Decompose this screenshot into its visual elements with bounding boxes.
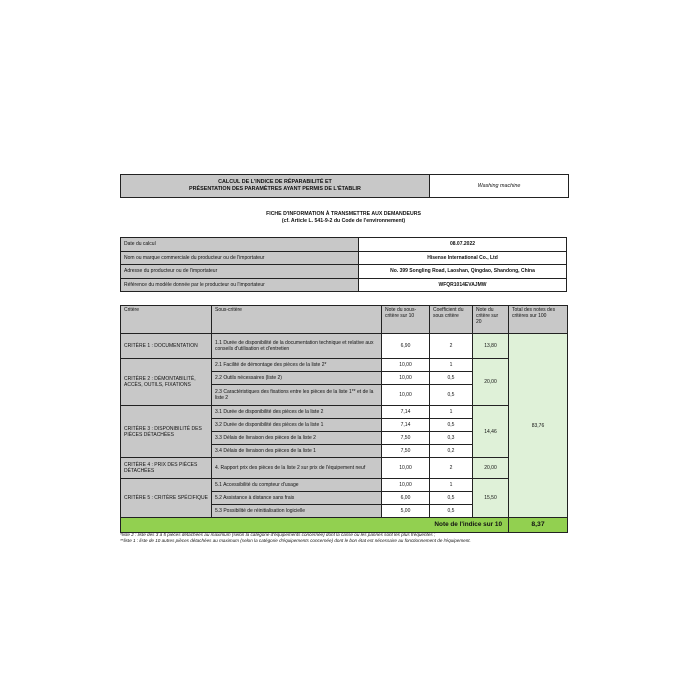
criterion-score: 20,00: [473, 359, 509, 406]
total-score: 83,76: [509, 334, 568, 518]
subcriterion-coef: 1: [430, 479, 473, 492]
col-header-note-sub: Note du sous-critère sur 10: [382, 306, 430, 334]
table-header-row: [121, 306, 568, 334]
subcriterion-note: 10,00: [382, 479, 430, 492]
subcriterion-note: 7,50: [382, 445, 430, 458]
info-label: Nom ou marque commerciale du producteur ou de l'importateur: [121, 251, 359, 265]
subcriterion-coef: 0,5: [430, 372, 473, 385]
subcriterion-coef: 1: [430, 359, 473, 372]
subcriterion-label: 2.2 Outils nécessaires (liste 2): [212, 372, 382, 385]
subtitle-line-1: FICHE D'INFORMATION À TRANSMETTRE AUX DEMANDEURS: [266, 211, 421, 217]
subcriterion-note: 10,00: [382, 458, 430, 479]
subcriterion-label: 3.2 Durée de disponibilité des pièces de la liste 1: [212, 419, 382, 432]
subcriterion-note: 10,00: [382, 372, 430, 385]
info-row: [121, 265, 567, 279]
col-header-total: Total des notes des critères sur 100: [509, 306, 568, 334]
info-table: [120, 237, 567, 292]
product-type: Washing machine: [477, 183, 521, 189]
criterion-score: 20,00: [473, 458, 509, 479]
criterion-score: 13,80: [473, 334, 509, 359]
info-row: [121, 278, 567, 292]
info-label: Adresse du producteur ou de l'importateur: [121, 265, 359, 279]
subcriterion-coef: 0,5: [430, 505, 473, 518]
footnotes: [120, 532, 580, 544]
subcriterion-label: 5.3 Possibilité de réinitialisation logicielle: [212, 505, 382, 518]
title-line-1: CALCUL DE L'INDICE DE RÉPARABILITÉ ET: [218, 179, 332, 185]
subcriterion-label: 3.4 Délais de livraison des pièces de la liste 1: [212, 445, 382, 458]
subcriterion-label: 2.1 Facilité de démontage des pièces de la liste 2*: [212, 359, 382, 372]
subcriterion-coef: 2: [430, 334, 473, 359]
criterion-name: CRITÈRE 3 : DISPONIBILITÉ DES PIÈCES DÉTACHÉES: [121, 406, 212, 458]
info-value: Hisense International Co., Ltd: [359, 251, 567, 265]
subcriterion-label: 3.1 Durée de disponibilité des pièces de la liste 2: [212, 406, 382, 419]
subcriterion-coef: 0,5: [430, 492, 473, 505]
subcriterion-note: 7,14: [382, 419, 430, 432]
footnote-list-2: *liste 2 : liste des 3 à 5 pièces détachées au maximum (selon la catégorie d'équipements concernée) dont la casse ou les pannes sont les plus fréquentes ;: [120, 532, 436, 537]
table-row: [121, 334, 568, 359]
final-score-value: 8,37: [509, 518, 568, 533]
table-row: [121, 406, 568, 419]
subcriterion-coef: 0,5: [430, 385, 473, 406]
document-subtitle: [120, 211, 567, 225]
subcriterion-coef: 0,5: [430, 419, 473, 432]
col-header-subcriterion: Sous-critère: [212, 306, 382, 334]
table-row: [121, 458, 568, 479]
title-line-2: PRÉSENTATION DES PARAMÈTRES AYANT PERMIS DE L'ÉTABLIR: [189, 186, 361, 192]
subcriterion-note: 10,00: [382, 359, 430, 372]
col-header-coefficient: Coefficient du sous critère: [430, 306, 473, 334]
col-header-note-crit: Note du critère sur 20: [473, 306, 509, 334]
subcriterion-label: 5.2 Assistance à distance sans frais: [212, 492, 382, 505]
criteria-table: [120, 305, 568, 533]
subtitle-line-2: (cf. Article L. 541-9-2 du Code de l'environnement): [281, 218, 406, 224]
document-header: [120, 174, 569, 198]
subcriterion-label: 4. Rapport prix des pièces de la liste 2 sur prix de l'équipement neuf: [212, 458, 382, 479]
col-header-criterion: Critère: [121, 306, 212, 334]
criterion-name: CRITÈRE 1 : DOCUMENTATION: [121, 334, 212, 359]
info-value: 08.07.2022: [359, 238, 567, 252]
subcriterion-note: 7,14: [382, 406, 430, 419]
final-score-row: [121, 518, 568, 533]
subcriterion-note: 6,90: [382, 334, 430, 359]
criterion-name: CRITÈRE 2 : DÉMONTABILITÉ, ACCÈS, OUTILS, FIXATIONS: [121, 359, 212, 406]
info-row: [121, 238, 567, 252]
subcriterion-coef: 2: [430, 458, 473, 479]
info-value: No. 399 Songling Road, Laoshan, Qingdao, Shandong, China: [359, 265, 567, 279]
table-row: [121, 359, 568, 372]
subcriterion-label: 3.3 Délais de livraison des pièces de la liste 2: [212, 432, 382, 445]
subcriterion-coef: 0,3: [430, 432, 473, 445]
info-value: WFQR1014EVAJMW: [359, 278, 567, 292]
info-label: Date du calcul: [121, 238, 359, 252]
info-label: Référence du modèle donnée par le producteur ou l'importateur: [121, 278, 359, 292]
subcriterion-label: 2.3 Caractéristiques des fixations entre les pièces de la liste 1** et de la liste 2: [212, 385, 382, 406]
table-row: [121, 479, 568, 492]
info-row: [121, 251, 567, 265]
criterion-score: 14,46: [473, 406, 509, 458]
criterion-name: CRITÈRE 4 : PRIX DES PIÈCES DÉTACHÉES: [121, 458, 212, 479]
subcriterion-note: 5,00: [382, 505, 430, 518]
subcriterion-note: 6,00: [382, 492, 430, 505]
subcriterion-note: 7,50: [382, 432, 430, 445]
final-score-label: Note de l'indice sur 10: [121, 518, 509, 533]
criterion-name: CRITÈRE 5 : CRITÈRE SPÉCIFIQUE: [121, 479, 212, 518]
subcriterion-coef: 1: [430, 406, 473, 419]
subcriterion-coef: 0,2: [430, 445, 473, 458]
footnote-list-1: **liste 1 : liste de 10 autres pièces détachées au maximum (selon la catégorie d'équipements concernée) dont le bon état est nécessaire au fonctionnement de l'équipement.: [120, 538, 471, 544]
document-title: [121, 175, 430, 197]
subcriterion-label: 1.1 Durée de disponibilité de la documentation technique et relative aux conseils d'utilisation et d'entretien: [212, 334, 382, 359]
criterion-score: 15,50: [473, 479, 509, 518]
subcriterion-label: 5.1 Accessibilité du compteur d'usage: [212, 479, 382, 492]
subcriterion-note: 10,00: [382, 385, 430, 406]
